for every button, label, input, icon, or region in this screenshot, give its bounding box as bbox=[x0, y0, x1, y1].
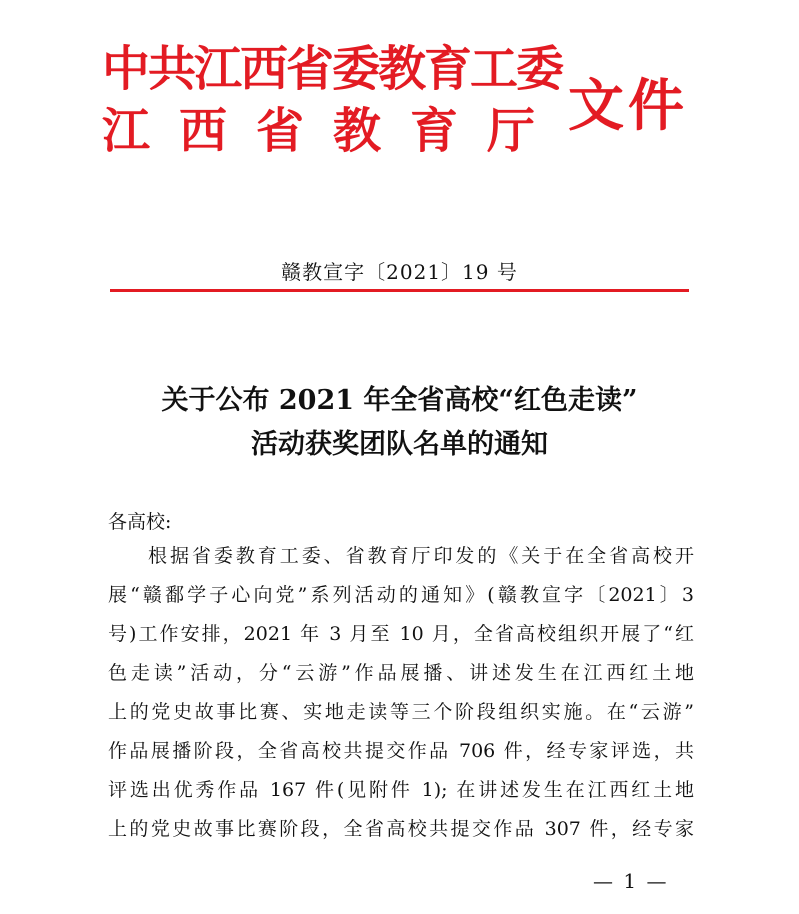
title-line-2: 活动获奖团队名单的通知 bbox=[251, 429, 548, 460]
header-org-line-2: 江西省教育厅 bbox=[102, 103, 565, 159]
body-line: 展“赣鄱学子心向党”系列活动的通知》(赣教宣字〔2021〕3 bbox=[108, 584, 694, 606]
body-line: 色走读”活动，分“云游”作品展播、讲述发生在江西红土地 bbox=[108, 662, 694, 684]
body-line: 作品展播阶段，全省高校共提交作品 706 件，经专家评选，共 bbox=[108, 740, 694, 762]
body-line: 评选出优秀作品 167 件(见附件 1); 在讲述发生在江西红土地 bbox=[108, 779, 694, 801]
document-number: 赣教宣字〔2021〕19 号 bbox=[281, 260, 518, 284]
title-line-1: 关于公布 2021 年全省高校“红色走读” bbox=[161, 385, 638, 416]
header-org-line-1: 中共江西省委教育工委 bbox=[102, 41, 563, 97]
salutation: 各高校: bbox=[108, 511, 172, 533]
body-line: 号)工作安排，2021 年 3 月至 10 月，全省高校组织开展了“红 bbox=[108, 623, 694, 645]
page-number: — 1 — bbox=[593, 869, 669, 893]
body-line: 上的党史故事比赛、实地走读等三个阶段组织实施。在“云游” bbox=[108, 701, 694, 723]
body-line: 上的党史故事比赛阶段，全省高校共提交作品 307 件，经专家 bbox=[108, 818, 694, 840]
body-line: 根据省委教育工委、省教育厅印发的《关于在全省高校开 bbox=[148, 545, 694, 567]
red-divider-line bbox=[110, 289, 689, 292]
header-wenjian: 文件 bbox=[568, 74, 688, 139]
